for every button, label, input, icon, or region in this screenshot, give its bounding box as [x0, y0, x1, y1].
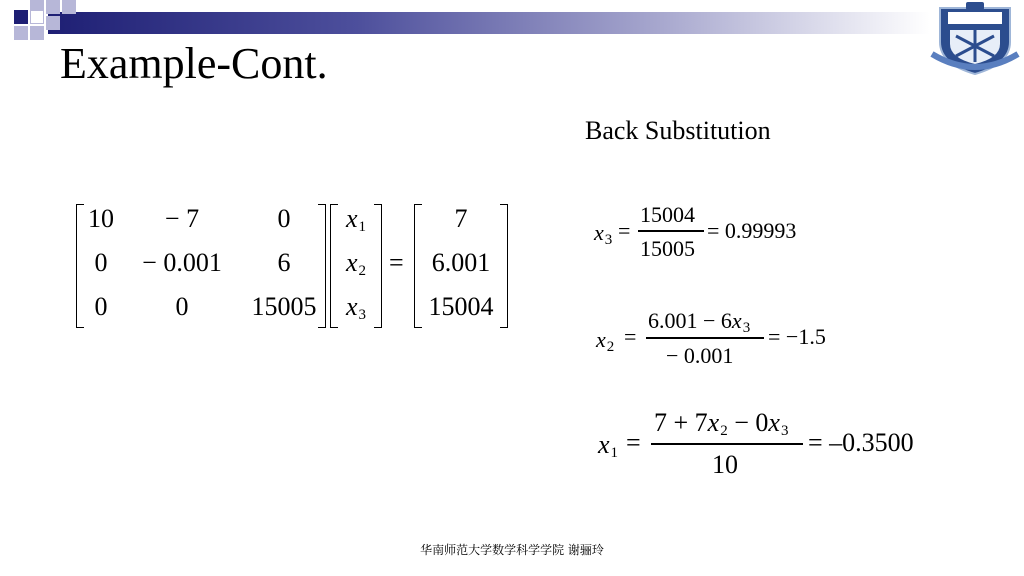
- left-bracket: [414, 204, 422, 328]
- rhs-vector: [414, 204, 508, 326]
- system-equals-sign: =: [389, 248, 404, 277]
- lhs-variable: $x_3$: [594, 220, 613, 248]
- matrix-cell: − 0.001: [142, 248, 222, 277]
- deco-square: [46, 16, 60, 30]
- denominator: 15005: [640, 236, 695, 261]
- matrix-cell: 0: [94, 292, 108, 321]
- back-substitution-heading: Back Substitution: [585, 116, 771, 145]
- header-gradient-bar: [48, 12, 930, 34]
- unknown-x3: $x_3$: [345, 292, 367, 323]
- matrix-cell: 6: [277, 248, 291, 277]
- unknown-x2: $x_2$: [345, 248, 367, 279]
- result: = –0.3500: [808, 428, 914, 457]
- equals-sign: =: [626, 428, 641, 457]
- lhs-variable: $x_1$: [598, 430, 619, 461]
- lhs-variable: $x_2$: [596, 327, 615, 355]
- right-bracket: [500, 204, 508, 328]
- fraction-bar: [646, 337, 764, 339]
- denominator: 10: [712, 450, 738, 479]
- result: = −1.5: [768, 324, 826, 349]
- unknowns-vector: [330, 204, 382, 326]
- matrix-cell: 10: [88, 204, 114, 233]
- rhs-cell: 15004: [428, 292, 494, 321]
- numerator: $6.001 - 6x_3$: [648, 308, 751, 336]
- deco-square: [30, 10, 44, 24]
- equals-sign: =: [624, 324, 637, 349]
- matrix-cell: 0: [94, 248, 108, 277]
- deco-square: [62, 0, 76, 14]
- deco-square: [30, 26, 44, 40]
- slide-footer: 华南师范大学数学科学学院 谢骊玲: [420, 543, 604, 557]
- matrix-cell: 0: [175, 292, 189, 321]
- university-logo-icon: [930, 0, 1020, 78]
- denominator: − 0.001: [666, 343, 734, 368]
- rhs-cell: 7: [454, 204, 468, 233]
- deco-square: [46, 0, 60, 14]
- result: = 0.99993: [707, 218, 797, 243]
- right-bracket: [374, 204, 382, 328]
- deco-square: [14, 10, 28, 24]
- slide-title: Example-Cont.: [60, 39, 328, 88]
- fraction-bar: [638, 230, 704, 232]
- deco-square: [14, 26, 28, 40]
- fraction-bar: [651, 443, 803, 445]
- numerator: 15004: [640, 202, 695, 227]
- right-bracket: [318, 204, 326, 328]
- coefficient-matrix: [76, 204, 326, 326]
- numerator: $7 + 7x_2 - 0x_3$: [654, 408, 789, 439]
- equals-sign: =: [618, 218, 631, 243]
- matrix-cell: 0: [277, 204, 291, 233]
- matrix-cell: 15005: [251, 292, 317, 321]
- matrix-cell: − 7: [164, 204, 200, 233]
- unknown-x1: $x_1$: [345, 204, 367, 235]
- rhs-cell: 6.001: [431, 248, 491, 277]
- left-bracket: [76, 204, 84, 328]
- left-bracket: [330, 204, 338, 328]
